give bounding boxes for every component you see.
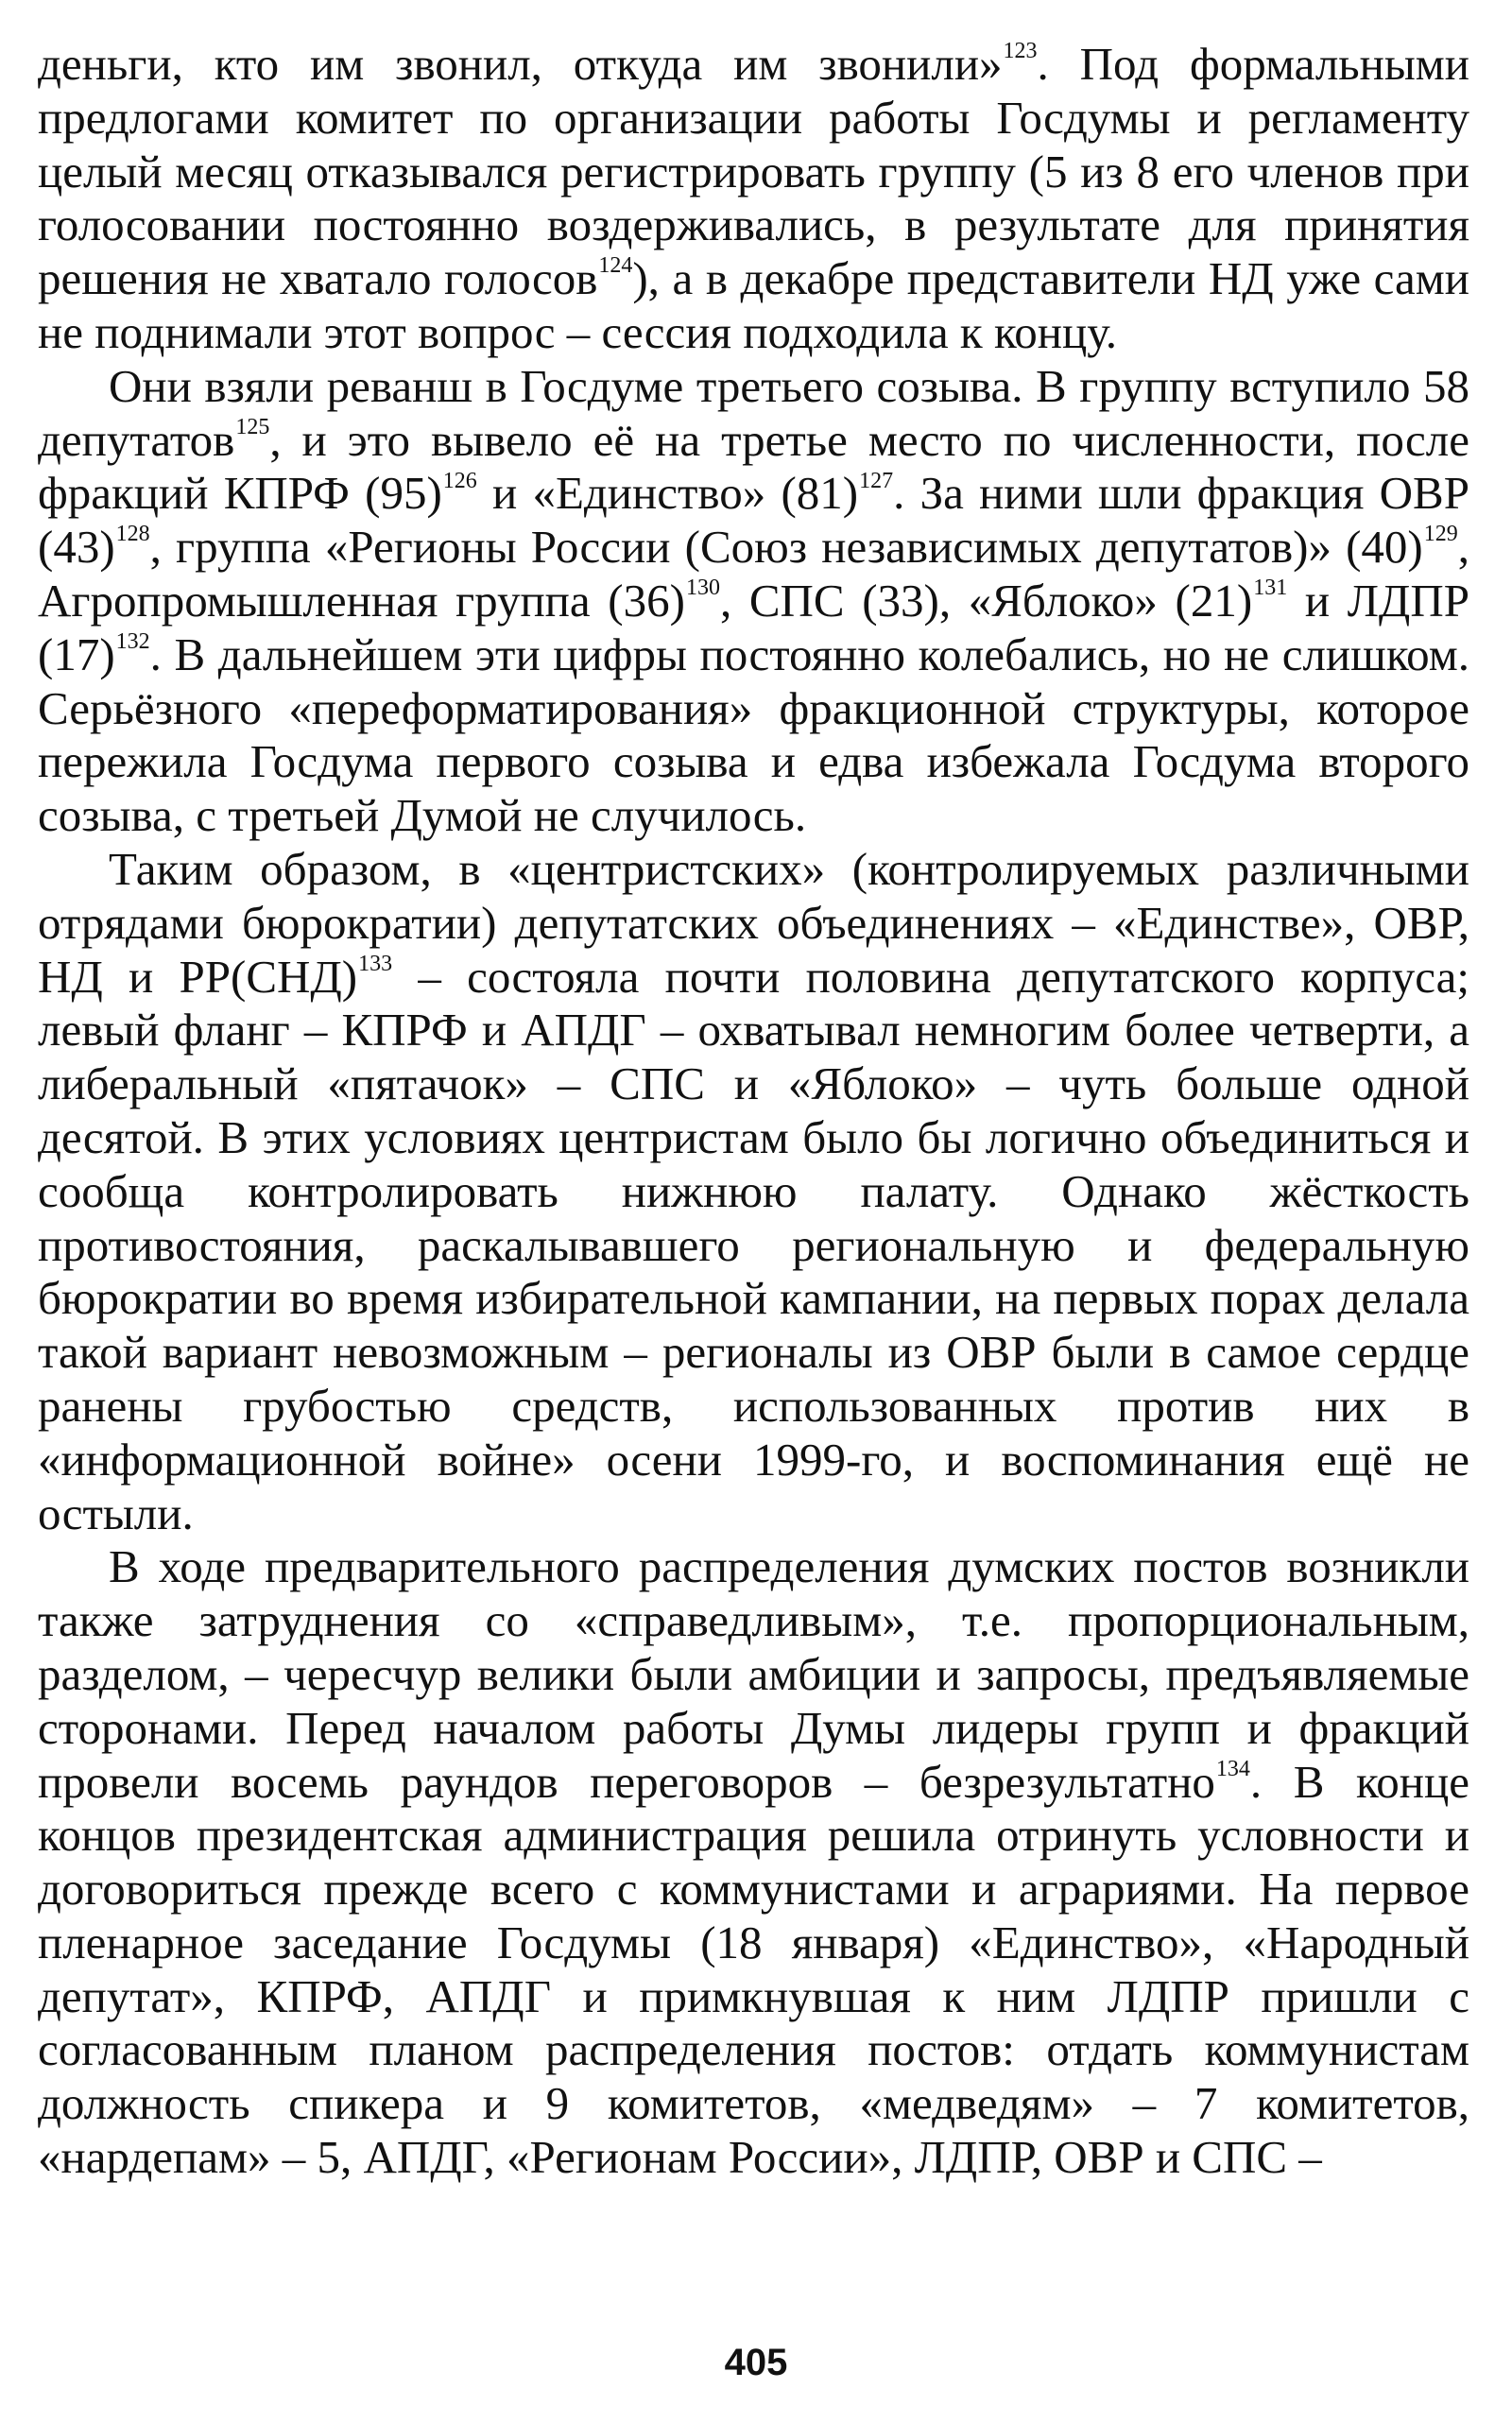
paragraph-text: и ЛДПР (17) — [38, 574, 1469, 680]
footnote-ref: 131 — [1253, 576, 1288, 601]
paragraph-4 — [38, 1540, 1469, 2185]
footnote-ref: 123 — [1003, 39, 1038, 64]
paragraph-3 — [38, 843, 1469, 1540]
paragraph-text: , Агропромышленная группа (36) — [38, 521, 1469, 627]
paragraph-text: Они взяли реванш в Госдуме третьего созыва. В группу вступило 58 депутатов — [38, 359, 1469, 466]
page-body — [38, 38, 1469, 2185]
footnote-ref: 133 — [358, 951, 393, 976]
paragraph-1 — [38, 38, 1469, 360]
footnote-ref: 134 — [1215, 1756, 1250, 1781]
paragraph-text: , группа «Регионы России (Союз независимых депутатов)» (40) — [149, 521, 1423, 574]
footnote-ref: 128 — [115, 522, 150, 547]
footnote-ref: 127 — [859, 468, 894, 493]
paragraph-text: . В конце концов президентская администрация решила отринуть условности и договориться прежде всего с коммунистами и аграриями. На первое пленарное заседание Госдумы (18 января) «Единство», «Народный депутат», КПРФ, АПДГ и примкнувшая к ним ЛДПР пришли с согласованным планом распределения постов: отдать коммунистам должность спикера и 9 комитетов, «медведям» – 7 комитетов, «нардепам» – 5, АПДГ, «Регионам России», ЛДПР, ОВР и СПС – — [38, 1755, 1469, 2184]
footnote-ref: 124 — [598, 253, 633, 279]
paragraph-2 — [38, 360, 1469, 843]
paragraph-text: ), а в декабре представители НД уже сами не поднимали этот вопрос – сессия подходила к концу. — [38, 252, 1469, 358]
paragraph-text: , и это вывело её на третье место по численности, после фракций КПРФ (95) — [38, 413, 1469, 520]
paragraph-text: – состояла почти половина депутатского корпуса; левый фланг – КПРФ и АПДГ – охватывал немногим более четверти, а либеральный «пятачок» – СПС и «Яблоко» – чуть больше одной десятой. В этих условиях центристам было бы логично объединиться и сообща контролировать нижнюю палату. Однако жёсткость противостояния, раскалывавшего региональную и федеральную бюрократии во время избирательной кампании, на первых порах делала такой вариант невозможным – регионалы из ОВР были в самое сердце ранены грубостью средств, использованных против них в «информационной войне» осени 1999-го, и воспоминания ещё не остыли. — [38, 950, 1469, 1539]
footnote-ref: 129 — [1423, 522, 1458, 547]
footnote-ref: 125 — [235, 414, 270, 439]
paragraph-text: В ходе предварительного распределения думских постов возникли также затруднения со «справедливым», т.е. пропорциональным, разделом, – чересчур велики были амбиции и запросы, предъявляемые сторонами. Перед началом работы Думы лидеры групп и фракций провели восемь раундов переговоров – безрезультатно — [38, 1540, 1469, 1808]
paragraph-text: и «Единство» (81) — [476, 467, 859, 520]
footnote-ref: 130 — [685, 576, 720, 601]
paragraph-text: , СПС (33), «Яблоко» (21) — [719, 574, 1253, 627]
paragraph-text: деньги, кто им звонил, откуда им звонили» — [38, 38, 1003, 90]
paragraph-text: . Под формальными предлогами комитет по организации работы Госдумы и регламенту целый месяц отказывался регистрировать группу (5 из 8 его членов при голосовании постоянно воздерживались, в результате для принятия решения не хватало голосов — [38, 38, 1469, 305]
footnote-ref: 132 — [115, 628, 150, 654]
paragraph-text: Таким образом, в «центристских» (контролируемых различными отрядами бюрократии) депутатских объединениях – «Единстве», ОВР, НД и РР(СНД) — [38, 842, 1469, 1003]
paragraph-text: . В дальнейшем эти цифры постоянно колебались, но не слишком. Серьёзного «переформатирования» фракционной структуры, которое пережила Госдума первого созыва и едва избежала Госдума второго созыва, с третьей Думой не случилось. — [38, 627, 1469, 842]
footnote-ref: 126 — [442, 468, 477, 493]
page-number: 405 — [724, 2342, 788, 2383]
paragraph-text: . За ними шли фракция ОВР (43) — [38, 467, 1469, 574]
